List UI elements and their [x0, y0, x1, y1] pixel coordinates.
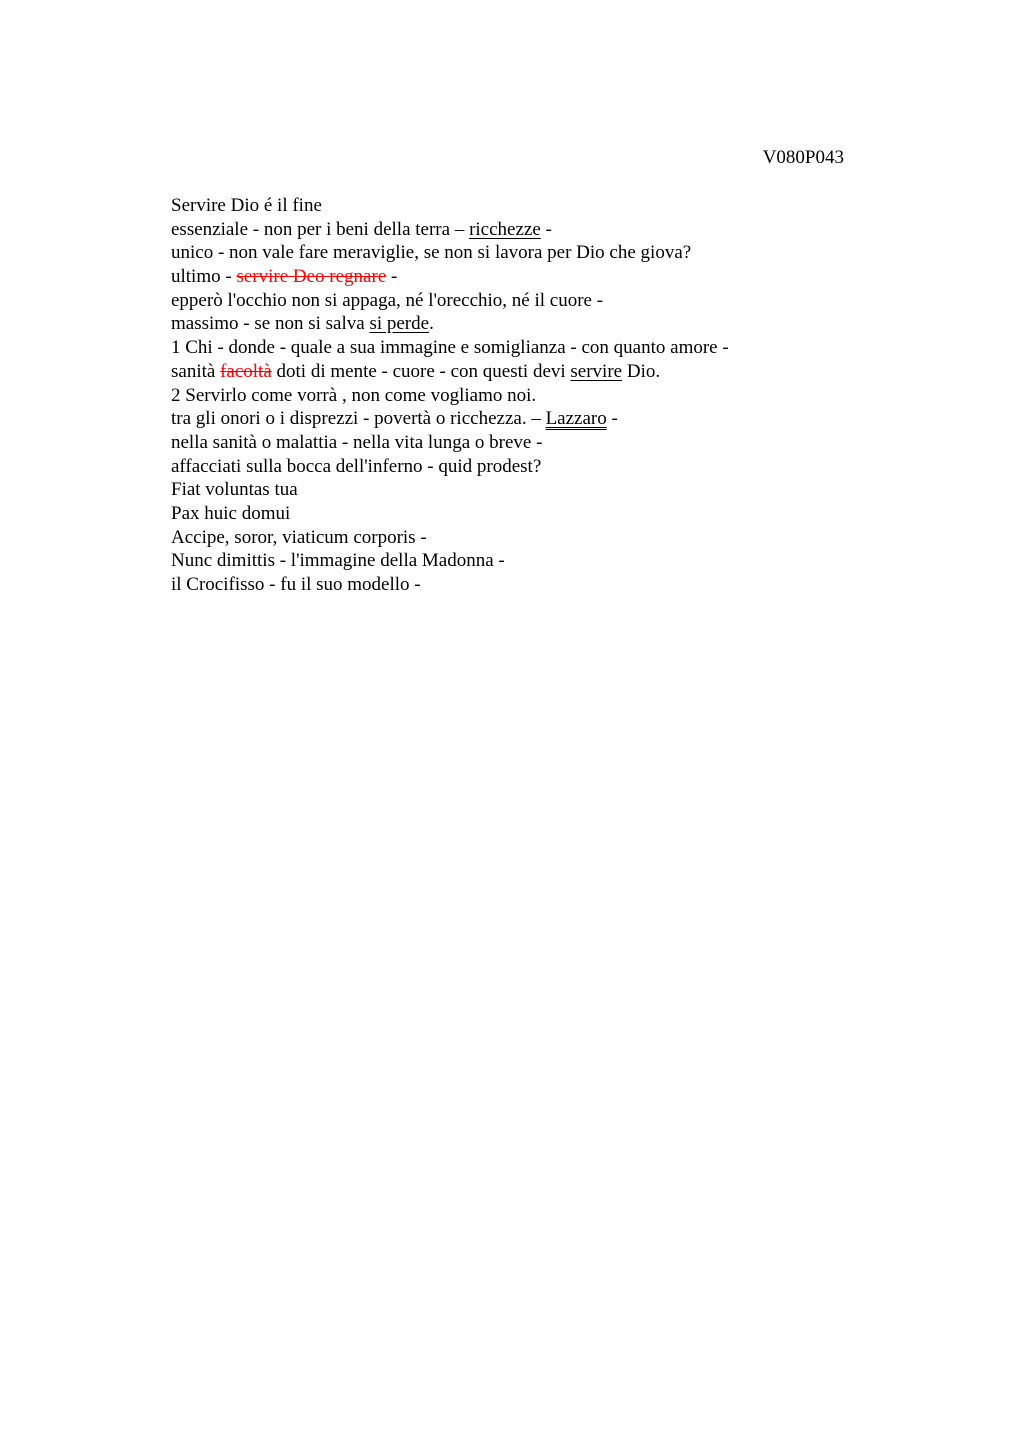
text-segment: epperò l'occhio non si appaga, né l'orecchio, né il cuore - [171, 289, 604, 311]
text-segment: massimo - se non si salva [171, 313, 370, 335]
struck-text: servire Deo regnare [236, 266, 387, 288]
text-segment: Accipe, soror, viaticum corporis - [171, 526, 427, 548]
text-segment: Fiat voluntas tua [171, 479, 298, 501]
text-line [171, 194, 871, 218]
text-line [171, 478, 871, 502]
text-segment: tra gli onori o i disprezzi - povertà o ricchezza. – [171, 408, 546, 430]
text-segment: 1 Chi - donde - quale a sua immagine e somiglianza - con quanto amore - [171, 337, 729, 359]
text-segment: sanità [171, 360, 221, 382]
text-segment: Dio. [622, 360, 661, 382]
text-line [171, 360, 871, 384]
text-segment: affacciati sulla bocca dell'inferno - quid prodest? [171, 455, 542, 477]
document-code: V080P043 [762, 147, 844, 168]
text-segment: Servire Dio é il fine [171, 195, 322, 216]
text-segment: - [540, 218, 552, 240]
text-line [171, 526, 871, 550]
text-segment: 2 Servirlo come vorrà , non come vogliamo noi. [171, 384, 537, 406]
text-line [171, 573, 871, 597]
text-line [171, 455, 871, 479]
text-line [171, 289, 871, 313]
text-segment: Nunc dimittis - l'immagine della Madonna - [171, 550, 505, 572]
text-line [171, 218, 871, 242]
text-line [171, 241, 871, 265]
text-segment: - [386, 266, 398, 288]
double-underlined-text: Lazzaro [545, 408, 607, 430]
text-line [171, 502, 871, 526]
text-line [171, 549, 871, 573]
text-segment: - [606, 408, 618, 430]
text-segment: Pax huic domui [171, 502, 291, 524]
text-line [171, 407, 871, 431]
text-line [171, 265, 871, 289]
text-segment: doti di mente - cuore - con questi devi [271, 360, 571, 382]
struck-text: facoltà [220, 360, 272, 382]
text-line [171, 431, 871, 455]
text-segment: nella sanità o malattia - nella vita lunga o breve - [171, 431, 543, 453]
underlined-text: servire [570, 360, 623, 382]
text-segment: . [429, 313, 434, 335]
text-segment: essenziale - non per i beni della terra – [171, 218, 470, 240]
document-body [171, 194, 871, 597]
text-segment: unico - non vale fare meraviglie, se non si lavora per Dio che giova? [171, 242, 692, 264]
text-segment: ultimo - [171, 266, 237, 288]
text-segment: il Crocifisso - fu il suo modello - [171, 574, 421, 595]
text-line [171, 336, 871, 360]
underlined-text: ricchezze [469, 218, 541, 240]
text-line [171, 384, 871, 408]
underlined-text: si perde [369, 313, 430, 335]
text-line [171, 312, 871, 336]
